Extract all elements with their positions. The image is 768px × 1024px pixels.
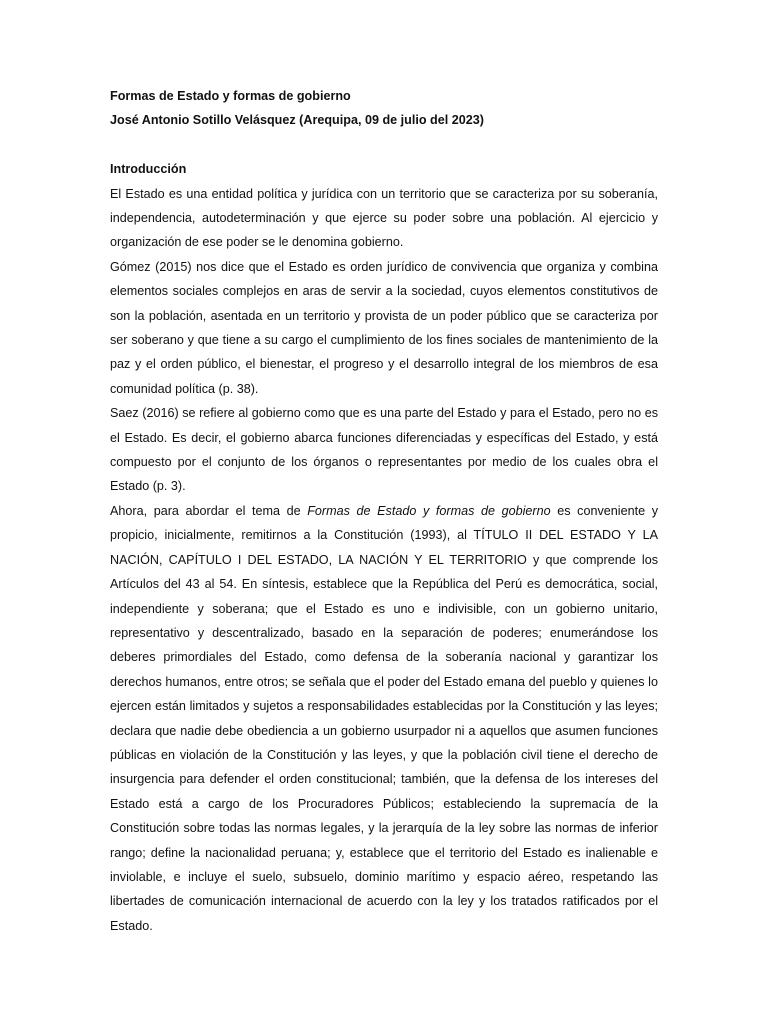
document-title: Formas de Estado y formas de gobierno — [110, 89, 351, 103]
paragraph-4-body: es conveniente y propicio, inicialmente, remitirnos a la Constitución (1993), al TÍTULO II DEL ESTADO Y LA NACIÓN, CAPÍTULO I DEL ESTADO, LA NACIÓN Y EL TERRITORIO y que comprende los Artículos del 43 al 54. En síntesis, establece que la República del Perú es democrática, social, independiente y soberana; que el Estado es uno e indivisible, con un gobierno unitario, representativo y descentralizado, basado en la separación de poderes; enumerándose los deberes primordiales del Estado, como defensa de la soberanía nacional y garantizar los derechos humanos, entre otros; se señala que el poder del Estado emana del pueblo y quienes lo ejercen están limitados y sujetos a responsabilidades establecidas por la Constitución y las leyes; declara que nadie debe obediencia a un gobierno usurpador ni a aquellos que asumen funciones públicas en violación de la Constitución y las leyes, y que la población civil tiene el derecho de insurgencia para defender el orden constitucional; también, que la defensa de los intereses del Estado está a cargo de los Procuradores Públicos; estableciendo la supremacía de la Constitución sobre todas las normas legales, y la jerarquía de la ley sobre las normas de inferior rango; define la nacionalidad peruana; y, establece que el territorio del Estado es inalienable e inviolable, e incluye el suelo, subsuelo, dominio marítimo y espacio aéreo, respetando las libertades de comunicación internacional de acuerdo con la ley y los tratados ratificados por el Estado. — [110, 503, 659, 933]
paragraph-4-italic-title: Formas de Estado y formas de gobierno — [307, 503, 551, 518]
document-body — [110, 84, 658, 938]
paragraph-4 — [110, 499, 658, 938]
section-heading: Introducción — [110, 162, 187, 177]
author-line: José Antonio Sotillo Velásquez (Arequipa, 09 de julio del 2023) — [110, 113, 484, 128]
paragraph-2: Gómez (2015) nos dice que el Estado es orden jurídico de convivencia que organiza y combina elementos sociales complejos en aras de servir a la sociedad, cuyos elementos constitutivos de son la población, asentada en un territorio y provista de un poder público que se caracteriza por ser soberano y que tiene a su cargo el cumplimiento de los fines sociales de mantenimiento de la paz y el orden público, el bienestar, el progreso y el desarrollo integral de los miembros de esa comunidad política (p. 38). — [110, 259, 658, 396]
blank-line — [110, 133, 658, 157]
paragraph-4-intro: Ahora, para abordar el tema de — [110, 503, 308, 518]
paragraph-3: Saez (2016) se refiere al gobierno como que es una parte del Estado y para el Estado, pero no es el Estado. Es decir, el gobierno abarca funciones diferenciadas y específicas del Estado, y está compuesto por el conjunto de los órganos o representantes por medio de los cuales obra el Estado (p. 3). — [110, 406, 658, 494]
paragraph-1: El Estado es una entidad política y jurídica con un territorio que se caracteriza por su soberanía, independencia, autodeterminación y que ejerce su poder sobre una población. Al ejercicio y organización de ese poder se le denomina gobierno. — [110, 186, 658, 250]
